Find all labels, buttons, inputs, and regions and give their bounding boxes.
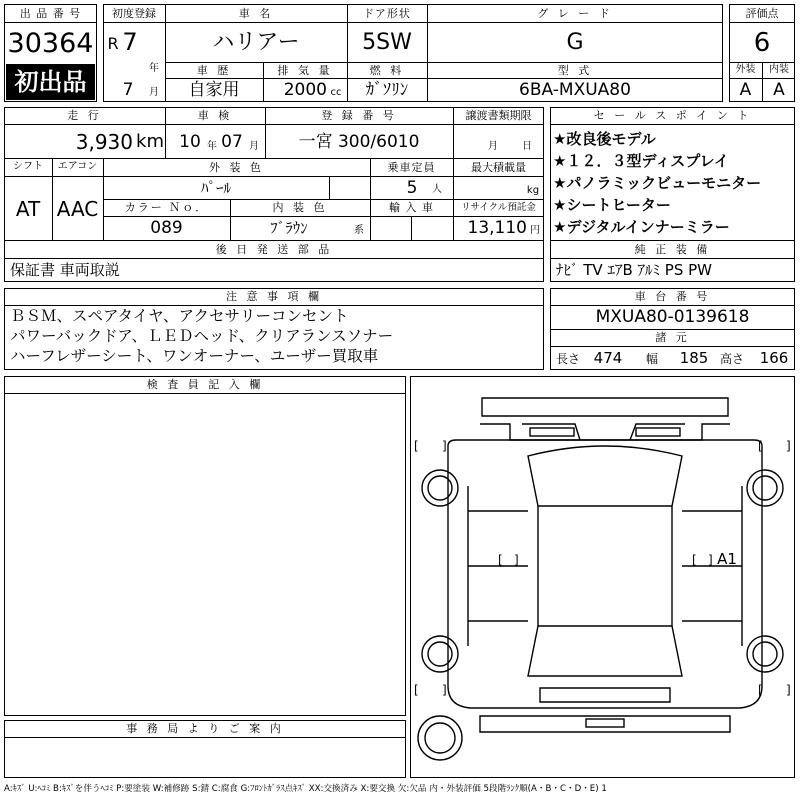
damage-legend: A:ｷｽﾞ U:ﾍｺﾐ B:ｷｽﾞを伴うﾍｺﾐ P:要塗装 W:補修跡 S:錆 C:腐食 G:ﾌﾛﾝﾄｶﾞﾗｽ点ｷｽﾞ XX:交換済み X:要交換 欠:欠品 内・外装評価 5段階ﾗﾝｸ順(A・B・C・D・E) 1 — [4, 783, 607, 794]
year-unit: 年 — [149, 63, 159, 74]
chassis-number: MXUA80-0139618 — [595, 307, 750, 327]
svg-text:[: [ — [758, 439, 763, 453]
interior-label: 内装 — [769, 64, 789, 75]
max-load-unit: kg — [526, 185, 540, 196]
sales-point: ★シートヒーター — [553, 195, 671, 214]
width: 185 — [679, 348, 709, 367]
history: 自家用 — [188, 80, 240, 100]
registration-number: 一宮 300/6010 — [298, 131, 420, 152]
height: 166 — [759, 348, 789, 367]
grade-label: グ レ ー ド — [537, 6, 613, 20]
history-label: 車 歴 — [196, 63, 232, 77]
grade: G — [566, 29, 584, 55]
damage-mark: A1 — [717, 549, 737, 568]
inspection-year-unit: 年 — [207, 141, 217, 152]
first-registration-month: 7 — [122, 79, 134, 100]
door-type: 5SW — [362, 29, 412, 55]
notes-line: ハーフレザーシート、ワンオーナー、ユーザー買取車 — [10, 347, 379, 366]
inspection-year: 10 — [179, 131, 201, 152]
car-diagram — [410, 376, 795, 778]
era-label: R — [107, 34, 119, 53]
inspector-notes-box — [4, 376, 406, 716]
lot-number: 30364 — [7, 27, 94, 59]
dimensions-label: 諸 元 — [655, 331, 690, 344]
svg-text:]: ] — [786, 683, 791, 697]
first-listing-badge: 初出品 — [6, 64, 95, 100]
notes-line: パワーバックドア、ＬＥＤヘッド、クリアランスソナー — [10, 327, 394, 346]
registration-number-label: 登 録 番 号 — [321, 109, 397, 122]
recycle-deposit-unit: 円 — [530, 225, 540, 236]
sales-point: ★パノラミックビューモニター — [553, 173, 762, 192]
score: 6 — [753, 27, 771, 58]
exterior-label: 外装 — [735, 64, 756, 75]
capacity-unit: 人 — [432, 184, 442, 195]
equipment: ﾅﾋﾞ TV ｴｱB ｱﾙﾐ PS PW — [556, 261, 712, 279]
svg-text:[: [ — [758, 683, 763, 697]
svg-text:]: ] — [708, 553, 713, 567]
lot-number-label: 出 品 番 号 — [19, 6, 82, 20]
inspector-notes-label: 検 査 員 記 入 欄 — [146, 378, 264, 391]
mileage-unit: km — [136, 131, 164, 152]
fuel: ｶﾞｿﾘﾝ — [365, 80, 409, 100]
displacement: 2000 — [283, 80, 327, 100]
transfer-month-unit: 月 — [488, 141, 498, 152]
height-label: 高さ — [719, 352, 744, 366]
interior-color: ﾌﾞﾗｳﾝ — [270, 219, 308, 237]
color-number: 089 — [150, 218, 183, 238]
office-notice-label: 事 務 局 よ り ご 案 内 — [126, 722, 284, 735]
interior-color-suffix: 系 — [354, 225, 364, 236]
svg-text:[: [ — [414, 683, 419, 697]
displacement-unit: cc — [330, 87, 342, 98]
first-registration-year: 7 — [122, 28, 138, 56]
shift-label: シフト — [13, 161, 43, 172]
shift: AT — [15, 196, 41, 221]
transfer-day-unit: 日 — [522, 141, 532, 152]
width-label: 幅 — [645, 352, 658, 366]
svg-text:]: ] — [514, 553, 519, 567]
sales-points-label: セ ー ル ス ポ イ ン ト — [593, 109, 752, 122]
equipment-label: 純 正 装 備 — [634, 243, 711, 256]
mileage: 3,930 — [75, 130, 133, 154]
color-number-label: カラー Ｎｏ． — [124, 201, 209, 214]
notes-label: 注 意 事 項 欄 — [226, 290, 322, 303]
displacement-label: 排 気 量 — [277, 63, 333, 77]
svg-text:[: [ — [498, 553, 503, 567]
max-load-label: 最大積載量 — [471, 160, 526, 174]
later-parts: 保証書 車両取説 — [10, 261, 120, 279]
length-label: 長さ — [555, 352, 580, 366]
recycle-deposit: 13,110 — [467, 218, 527, 238]
sales-point: ★改良後モデル — [553, 129, 656, 148]
inspection-label: 車 検 — [197, 109, 233, 122]
recycle-deposit-label: リサイクル預託金 — [461, 201, 536, 213]
exterior-color: ﾊﾟｰﾙ — [200, 178, 231, 197]
length: 474 — [593, 348, 623, 367]
score-label: 評価点 — [745, 6, 779, 20]
car-name-label: 車 名 — [238, 6, 274, 20]
transfer-deadline-label: 譲渡書類期限 — [465, 109, 532, 122]
sales-point: ★デジタルインナーミラー — [553, 217, 730, 236]
exterior-grade: A — [739, 80, 752, 100]
interior-grade: A — [773, 80, 785, 100]
first-registration-label: 初度登録 — [112, 6, 156, 20]
inspection-month: 07 — [221, 131, 243, 152]
capacity-label: 乗車定員 — [387, 160, 436, 174]
door-type-label: ドア形状 — [363, 6, 411, 20]
later-parts-label: 後 日 発 送 部 品 — [215, 243, 333, 256]
svg-text:]: ] — [442, 439, 447, 453]
model-code-label: 型 式 — [557, 63, 593, 77]
svg-text:[: [ — [414, 439, 419, 453]
chassis-number-label: 車 台 番 号 — [634, 290, 711, 303]
car-name: ハリアー — [212, 29, 300, 55]
exterior-color-label: 外 装 色 — [209, 160, 264, 174]
sales-point: ★１２．３型ディスプレイ — [553, 151, 729, 170]
model-code: 6BA-MXUA80 — [519, 80, 631, 100]
interior-color-label: 内 装 色 — [272, 201, 328, 214]
capacity: 5 — [406, 177, 418, 198]
month-unit: 月 — [149, 87, 159, 98]
mileage-label: 走 行 — [67, 109, 102, 122]
aircon-label: エアコン — [57, 161, 98, 172]
svg-text:]: ] — [442, 683, 447, 697]
inspection-month-unit: 月 — [249, 141, 259, 152]
import-car-label: 輸 入 車 — [389, 201, 434, 214]
notes-line: ＢＳＭ、スペアタイヤ、アクセサリーコンセント — [10, 307, 349, 326]
fuel-label: 燃 料 — [369, 63, 405, 77]
aircon: AAC — [56, 196, 99, 221]
svg-text:[: [ — [692, 553, 697, 567]
svg-text:]: ] — [786, 439, 791, 453]
